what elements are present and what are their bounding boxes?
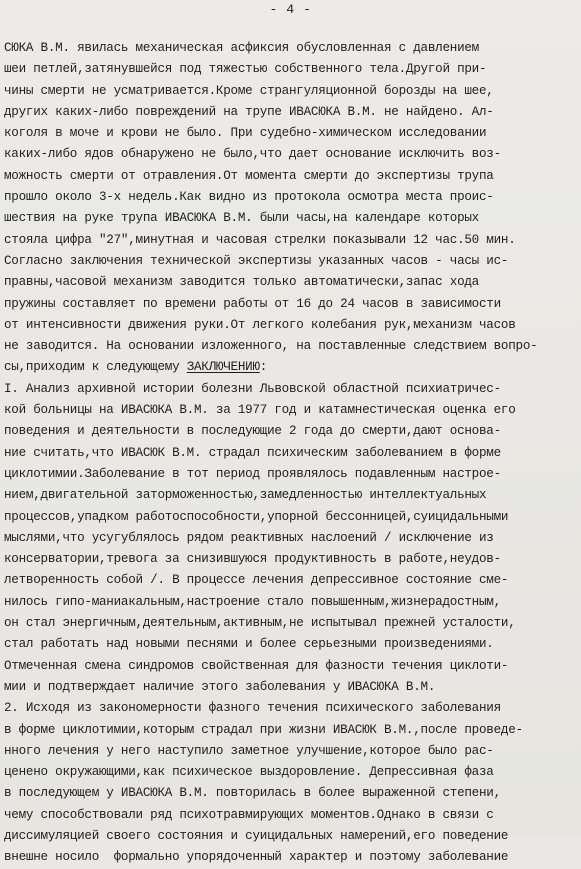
text-line: чему способствовали ряд психотравмирующих моментов.Однако в связи с	[4, 807, 494, 822]
conclusion-prefix: сы,приходим к следующему	[4, 360, 187, 375]
text-line: чины смерти не усматривается.Кроме странгуляционной борозды на шее,	[4, 83, 494, 98]
text-line: прошло около 3-х недель.Как видно из протокола осмотра места проис-	[4, 190, 494, 205]
conclusion-line	[4, 357, 577, 378]
text-line: каких-либо ядов обнаружено не было,что дает основание исключить воз-	[4, 147, 501, 162]
text-line: нного лечения у него наступило заметное улучшение,которое было рас-	[4, 743, 494, 758]
text-line: циклотимии.Заболевание в тот период проявлялось подавленным настрое-	[4, 466, 501, 481]
text-line: кой больницы на ИВАСЮКА В.М. за 1977 год и катамнестическая оценка его	[4, 403, 516, 418]
text-line: диссимуляцией своего состояния и суицидальных намерений,его поведение	[4, 828, 509, 843]
text-line: внешне носило формально упорядоченный характер и поэтому заболевание	[4, 850, 509, 865]
text-line: летворенность собой /. В процессе лечения депрессивное состояние сме-	[4, 573, 509, 588]
text-line: в форме циклотимии,которым страдал при жизни ИВАСЮК В.М.,после проведе-	[4, 722, 523, 737]
text-line: мии и подтверждает наличие этого заболевания у ИВАСЮКА В.М.	[4, 679, 436, 694]
text-line: СЮКА В.М. явилась механическая асфиксия обусловленная с давлением	[4, 41, 479, 55]
text-line: шествия на руке трупа ИВАСЮКА В.М. были часы,на календаре которых	[4, 211, 479, 226]
page-number: - 4 -	[269, 2, 312, 17]
text-line: он стал энергичным,деятельным,активным,не испытывал прежней усталости,	[4, 616, 516, 631]
text-line: шеи петлей,затянувшейся под тяжестью собственного тела.Другой при-	[4, 62, 487, 77]
text-line: Согласно заключения технической экспертизы указанных часов - часы ис-	[4, 253, 509, 268]
text-line: можность смерти от отравления.От момента смерти до экспертизы трупа	[4, 168, 494, 183]
text-line: 2. Исходя из закономерности фазного течения психического заболевания	[4, 701, 501, 716]
text-line: от интенсивности движения руки.От легкого колебания рук,механизм часов	[4, 317, 516, 332]
text-line: в последующем у ИВАСЮКА В.М. повторилась в более выраженной степени,	[4, 786, 501, 801]
text-line: ние считать,что ИВАСЮК В.М. страдал психическим заболеванием в форме	[4, 445, 501, 460]
text-line: коголя в моче и крови не было. При судебно-химическом исследовании	[4, 126, 487, 141]
text-line: мыслями,что усугублялось рядом реактивных наслоений / исключение из	[4, 530, 494, 545]
text-line: других каких-либо повреждений на трупе ИВАСЮКА В.М. не найдено. Ал-	[4, 104, 494, 119]
text-line: нием,двигательной заторможенностью,замедленностью интеллектуальных	[4, 488, 487, 503]
conclusion-heading: ЗАКЛЮЧЕНИЮ	[186, 360, 260, 375]
text-line: Отмеченная смена синдромов свойственная для фазности течения циклоти-	[4, 658, 509, 673]
text-line: I. Анализ архивной истории болезни Львовской областной психиатричес-	[4, 381, 501, 396]
text-line: правны,часовой механизм заводится только автоматически,запас хода	[4, 275, 479, 290]
text-line: процессов,упадком работоспособности,упорной бессонницей,суицидальными	[4, 509, 509, 524]
text-line: консерватории,тревога за снизившуюся продуктивность в работе,неудов-	[4, 552, 501, 567]
text-line: стояла цифра "27",минутная и часовая стрелки показывали 12 час.50 мин.	[4, 232, 516, 247]
text-line: не заводится. На основании изложенного, на поставленные следствием вопро-	[4, 339, 538, 354]
text-line: пружины составляет по времени работы от 16 до 24 часов в зависимости	[4, 296, 501, 311]
conclusion-suffix: :	[259, 360, 268, 375]
body-text	[4, 38, 577, 869]
text-line: поведения и деятельности в последующие 2 года до смерти,дают основа-	[4, 424, 501, 439]
text-line: ценено окружающими,как психическое выздоровление. Депрессивная фаза	[4, 765, 494, 780]
text-line: нилось гипо-маниакальным,настроение стало повышенным,жизнерадостным,	[4, 594, 501, 609]
text-line: стал работать над новыми песнями и более серьезными произведениями.	[4, 637, 494, 652]
